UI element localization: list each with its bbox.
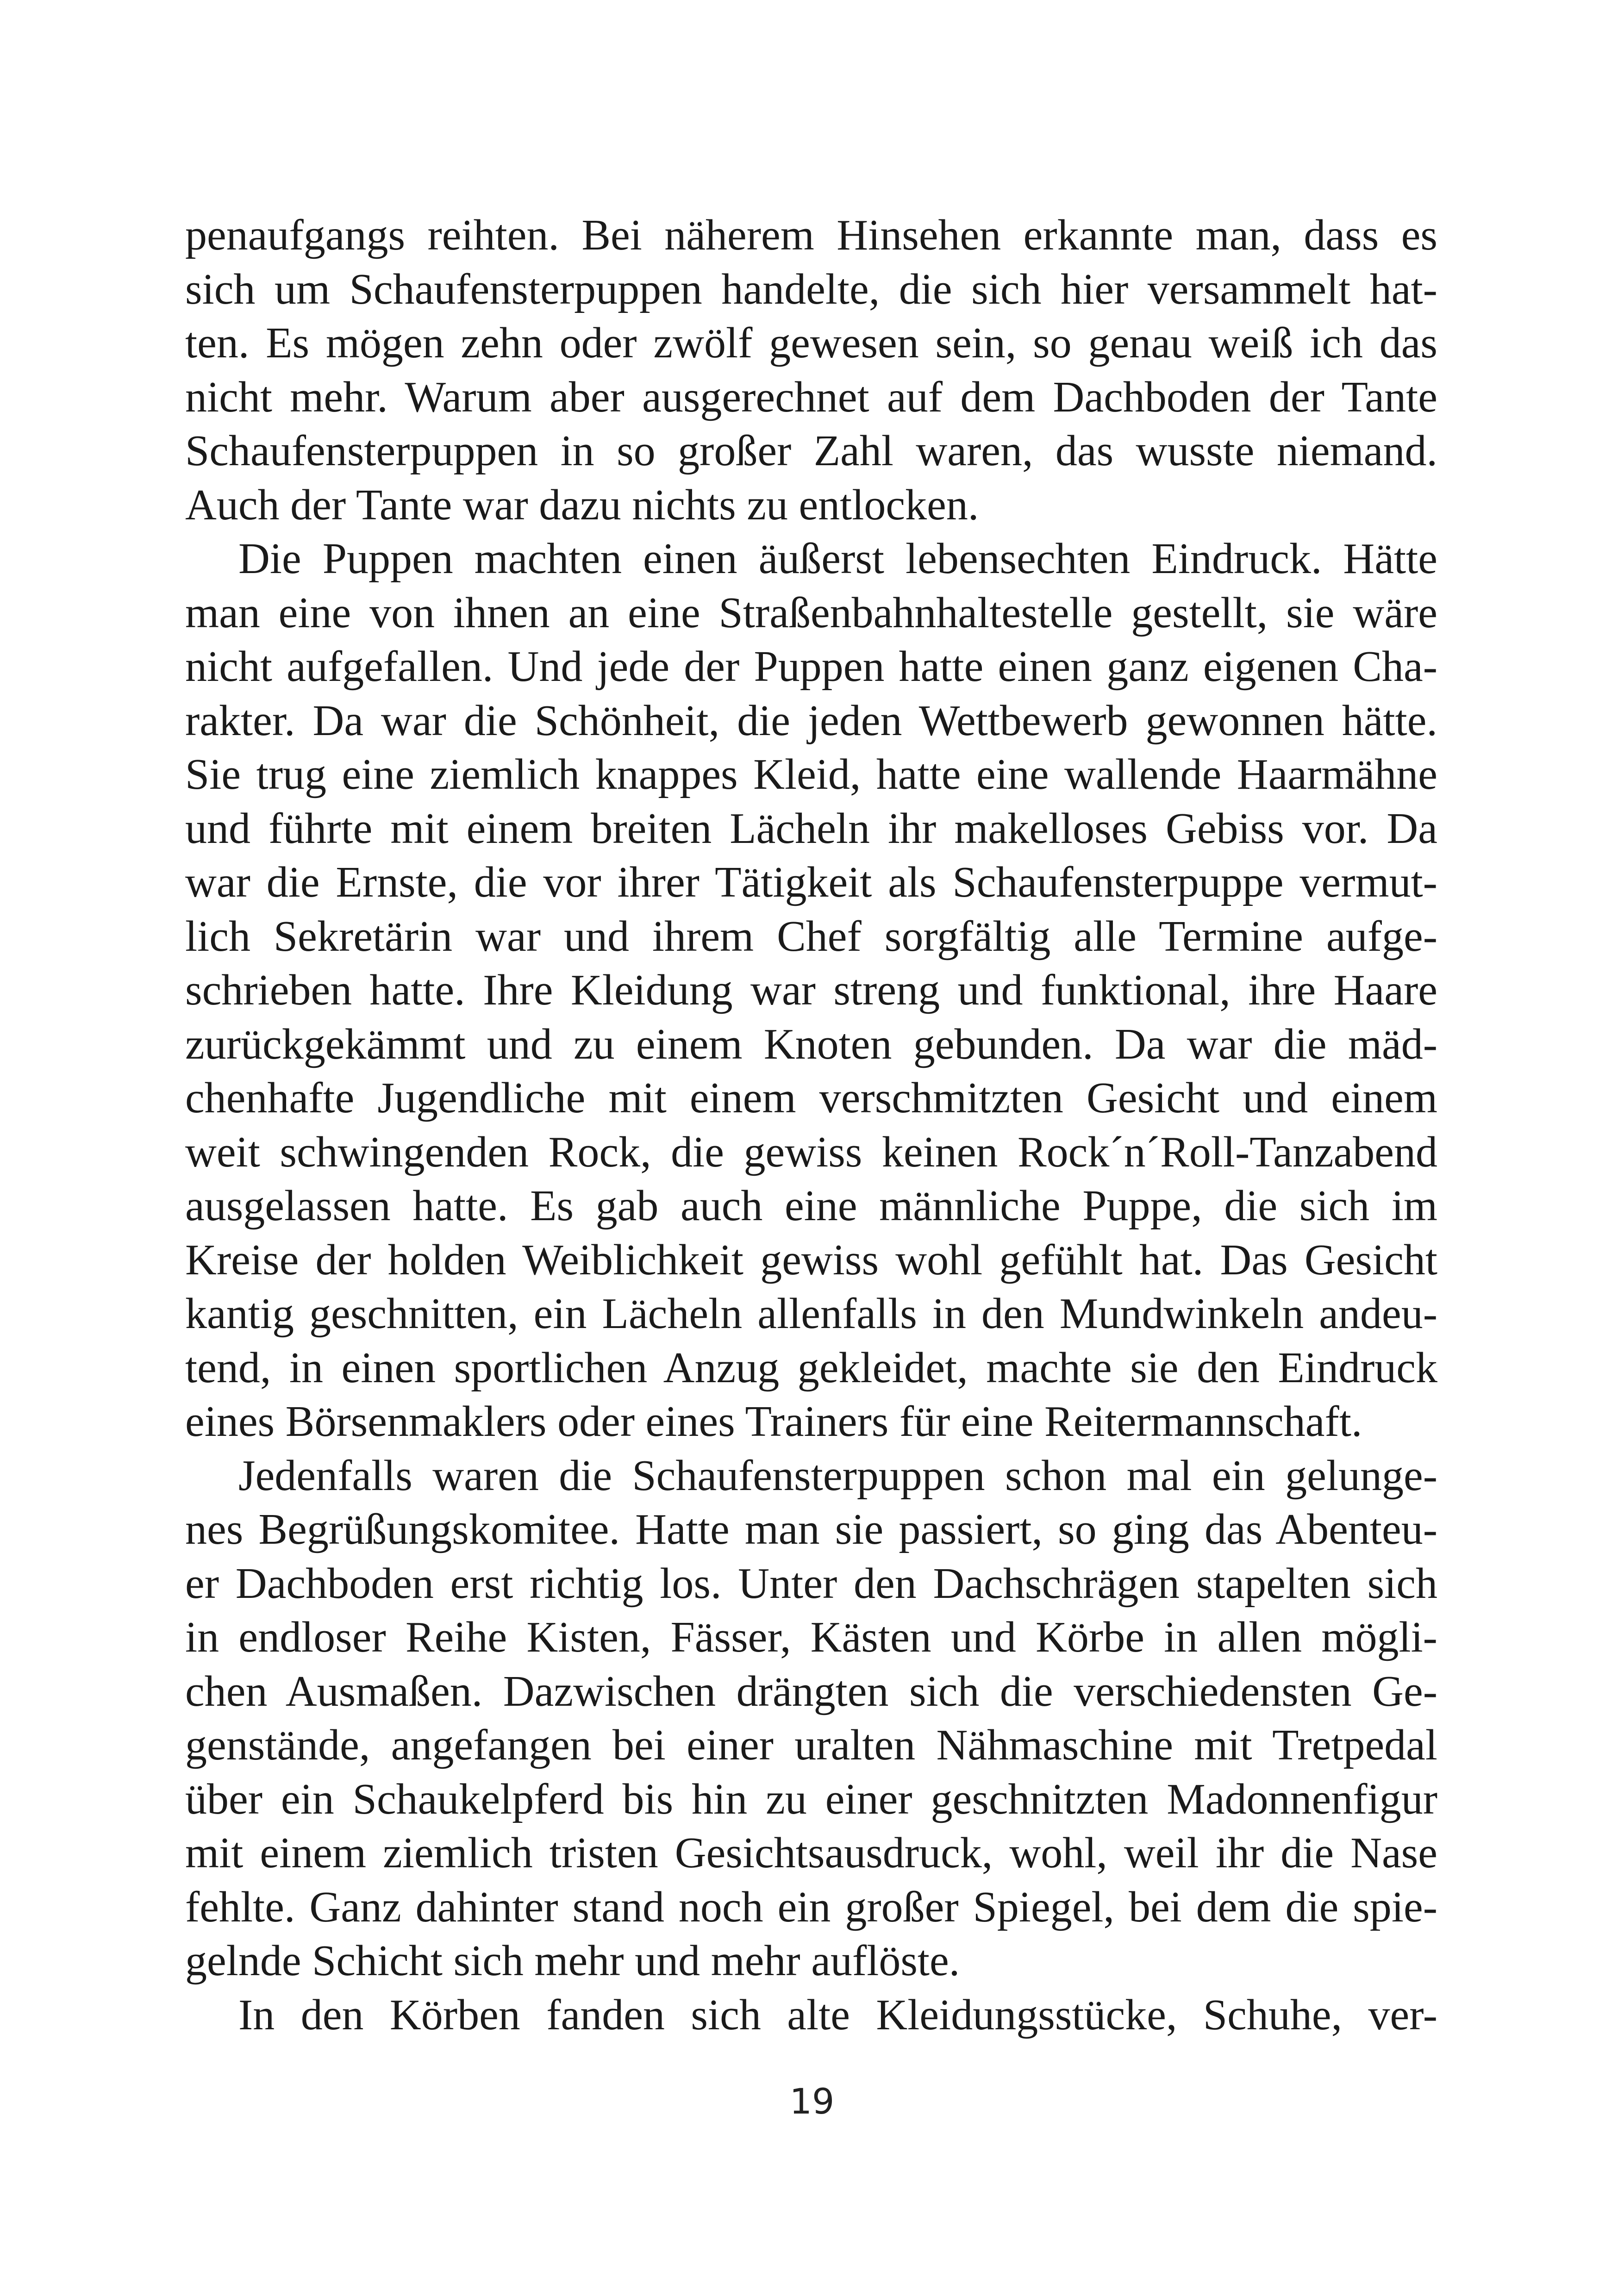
- text-line: Auch der Tante war dazu nichts zu entlocken.: [185, 480, 979, 529]
- text-line: Jedenfalls waren die Schaufensterpuppen schon mal ein gelunge-: [238, 1451, 1437, 1500]
- text-line: man eine von ihnen an eine Straßenbahnhaltestelle gestellt, sie wäre: [185, 588, 1437, 637]
- text-line: kantig geschnitten, ein Lächeln allenfalls in den Mundwinkeln andeu-: [185, 1290, 1437, 1338]
- text-line: tend, in einen sportlichen Anzug gekleidet, machte sie den Eindruck: [185, 1343, 1437, 1392]
- text-line: nicht mehr. Warum aber ausgerechnet auf dem Dachboden der Tante: [185, 373, 1437, 421]
- text-line: Schaufensterpuppen in so großer Zahl waren, das wusste niemand.: [185, 427, 1437, 475]
- text-line: genstände, angefangen bei einer uralten Nähmaschine mit Tretpedal: [185, 1721, 1437, 1769]
- text-line: rakter. Da war die Schönheit, die jeden Wettbewerb gewonnen hätte.: [185, 696, 1437, 745]
- text-line: nicht aufgefallen. Und jede der Puppen hatte einen ganz eigenen Cha-: [185, 642, 1437, 691]
- text-line: schrieben hatte. Ihre Kleidung war streng und funktional, ihre Haare: [185, 966, 1437, 1014]
- text-line: über ein Schaukelpferd bis hin zu einer geschnitzten Madonnenfigur: [185, 1775, 1437, 1823]
- text-line: mit einem ziemlich tristen Gesichtsausdruck, wohl, weil ihr die Nase: [185, 1829, 1437, 1877]
- text-line: sich um Schaufensterpuppen handelte, die sich hier versammelt hat-: [185, 265, 1437, 313]
- text-line: gelnde Schicht sich mehr und mehr auflöste.: [185, 1937, 960, 1985]
- text-line: chenhafte Jugendliche mit einem verschmitzten Gesicht und einem: [185, 1074, 1437, 1122]
- text-line: penaufgangs reihten. Bei näherem Hinsehen erkannte man, dass es: [185, 211, 1437, 259]
- page-number: 19: [789, 2081, 835, 2122]
- text-line: Sie trug eine ziemlich knappes Kleid, hatte eine wallende Haarmähne: [185, 750, 1437, 798]
- text-line: lich Sekretärin war und ihrem Chef sorgfältig alle Termine aufge-: [185, 912, 1437, 960]
- text-line: Die Puppen machten einen äußerst lebensechten Eindruck. Hätte: [238, 535, 1437, 583]
- text-line: In den Körben fanden sich alte Kleidungsstücke, Schuhe, ver-: [238, 1990, 1437, 2039]
- body-text: [185, 208, 1437, 2042]
- text-line: war die Ernste, die vor ihrer Tätigkeit als Schaufensterpuppe vermut-: [185, 858, 1437, 906]
- text-line: er Dachboden erst richtig los. Unter den Dachschrägen stapelten sich: [185, 1559, 1437, 1608]
- text-line: und führte mit einem breiten Lächeln ihr makelloses Gebiss vor. Da: [185, 804, 1437, 853]
- text-line: weit schwingenden Rock, die gewiss keinen Rock´n´Roll-Tanzabend: [185, 1128, 1437, 1176]
- text-line: eines Börsenmaklers oder eines Trainers für eine Reitermannschaft.: [185, 1397, 1362, 1446]
- text-line: Kreise der holden Weiblichkeit gewiss wohl gefühlt hat. Das Gesicht: [185, 1235, 1437, 1284]
- text-line: ten. Es mögen zehn oder zwölf gewesen sein, so genau weiß ich das: [185, 319, 1437, 367]
- text-line: nes Begrüßungskomitee. Hatte man sie passiert, so ging das Abenteu-: [185, 1505, 1437, 1553]
- text-line: chen Ausmaßen. Dazwischen drängten sich die verschiedensten Ge-: [185, 1667, 1437, 1715]
- text-line: zurückgekämmt und zu einem Knoten gebunden. Da war die mäd-: [185, 1020, 1437, 1068]
- text-line: in endloser Reihe Kisten, Fässer, Kästen und Körbe in allen mögli-: [185, 1613, 1437, 1661]
- text-line: fehlte. Ganz dahinter stand noch ein großer Spiegel, bei dem die spie-: [185, 1883, 1437, 1931]
- text-line: ausgelassen hatte. Es gab auch eine männliche Puppe, die sich im: [185, 1182, 1437, 1230]
